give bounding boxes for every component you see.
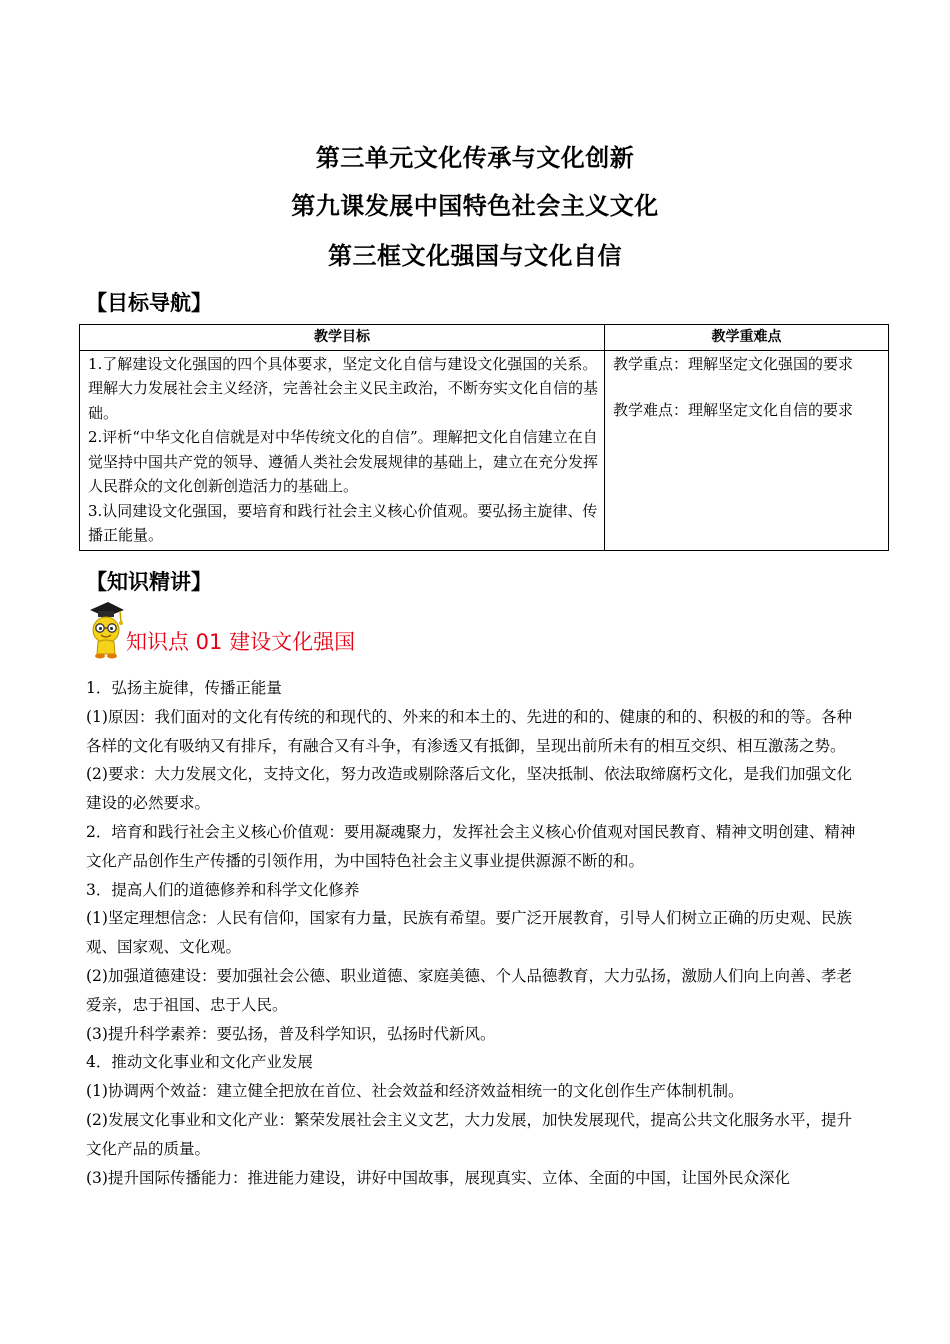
content-paragraph: (1)协调两个效益：建立健全把放在首位、社会效益和经济效益相统一的文化创作生产体制机制。 — [86, 1082, 744, 1101]
content-paragraph: 2．培育和践行社会主义核心价值观：要用凝魂聚力，发挥社会主义核心价值观对国民教育、精神文明创建、精神文化产品创作生产传播的引领作用，为中国特色社会主义事业提供源源不断的和。 — [86, 822, 856, 870]
content-paragraph: (2)要求：大力发展文化，支持文化，努力改造或剔除落后文化，坚决抵制、依法取缔腐朽文化，是我们加强文化建设的必然要求。 — [86, 765, 852, 813]
objectives-cell — [80, 350, 605, 550]
key-difficult-header: 教学重难点 — [605, 325, 889, 351]
content-paragraph: 1．弘扬主旋律，传播正能量 — [86, 679, 282, 697]
knowledge-point-title: 知识点 01 建设文化强国 — [126, 630, 356, 654]
lesson-title: 第九课发展中国特色社会主义文化 — [291, 192, 659, 220]
knowledge-heading: 【知识精讲】 — [86, 570, 212, 594]
unit-title: 第三单元文化传承与文化创新 — [315, 144, 635, 172]
knowledge-content — [86, 674, 866, 1192]
key-point: 教学重点：理解坚定文化强国的要求 — [613, 354, 854, 373]
content-paragraph: (2)加强道德建设：要加强社会公德、职业道德、家庭美德、个人品德教育，大力弘扬，激励人们向上向善、孝老爱亲，忠于祖国、忠于人民。 — [86, 966, 852, 1014]
goals-table-header-row — [80, 325, 889, 351]
objective-item: 3.认同建设文化强国，要培育和践行社会主义核心价值观。要弘扬主旋律、传播正能量。 — [88, 501, 598, 544]
doctor-cartoon-icon — [86, 598, 126, 660]
goals-table-body-row — [80, 350, 889, 550]
frame-title: 第三框文化强国与文化自信 — [328, 242, 622, 270]
key-difficult-cell — [605, 350, 889, 550]
objective-item: 1.了解建设文化强国的四个具体要求，坚定文化自信与建设文化强国的关系。理解大力发展社会主义经济，完善社会主义民主政治，不断夯实文化自信的基础。 — [88, 354, 599, 422]
difficult-point: 教学难点：理解坚定文化自信的要求 — [613, 401, 854, 419]
content-paragraph: (3)提升科学素养：要弘扬，普及科学知识，弘扬时代新风。 — [86, 1024, 496, 1043]
goal-navigation-heading: 【目标导航】 — [86, 291, 212, 315]
goals-table — [79, 324, 889, 551]
content-paragraph: (1)原因：我们面对的文化有传统的和现代的、外来的和本土的、先进的和的、健康的和的、积极的和的等。各种各样的文化有吸纳又有排斥，有融合又有斗争，有渗透又有抵御，呈现出前所未有的相互交织、相互激荡之势。 — [86, 707, 852, 755]
content-paragraph: 4．推动文化事业和文化产业发展 — [86, 1053, 313, 1072]
content-paragraph: (3)提升国际传播能力：推进能力建设，讲好中国故事，展现真实、立体、全面的中国，让国外民众深化 — [86, 1168, 790, 1187]
objective-item: 2.评析“中华文化自信就是对中华传统文化的自信”。理解把文化自信建立在自觉坚持中国共产党的领导、遵循人类社会发展规律的基础上，建立在充分发挥人民群众的文化创新创造活力的基础上。 — [88, 428, 599, 495]
content-paragraph: (2)发展文化事业和文化产业：繁荣发展社会主义文艺，大力发展，加快发展现代，提高公共文化服务水平，提升文化产品的质量。 — [86, 1110, 852, 1158]
objectives-header: 教学目标 — [80, 325, 605, 351]
content-paragraph: (1)坚定理想信念：人民有信仰，国家有力量，民族有希望。要广泛开展教育，引导人们树立正确的历史观、民族观、国家观、文化观。 — [86, 909, 852, 957]
content-paragraph: 3．提高人们的道德修养和科学文化修养 — [86, 880, 360, 899]
